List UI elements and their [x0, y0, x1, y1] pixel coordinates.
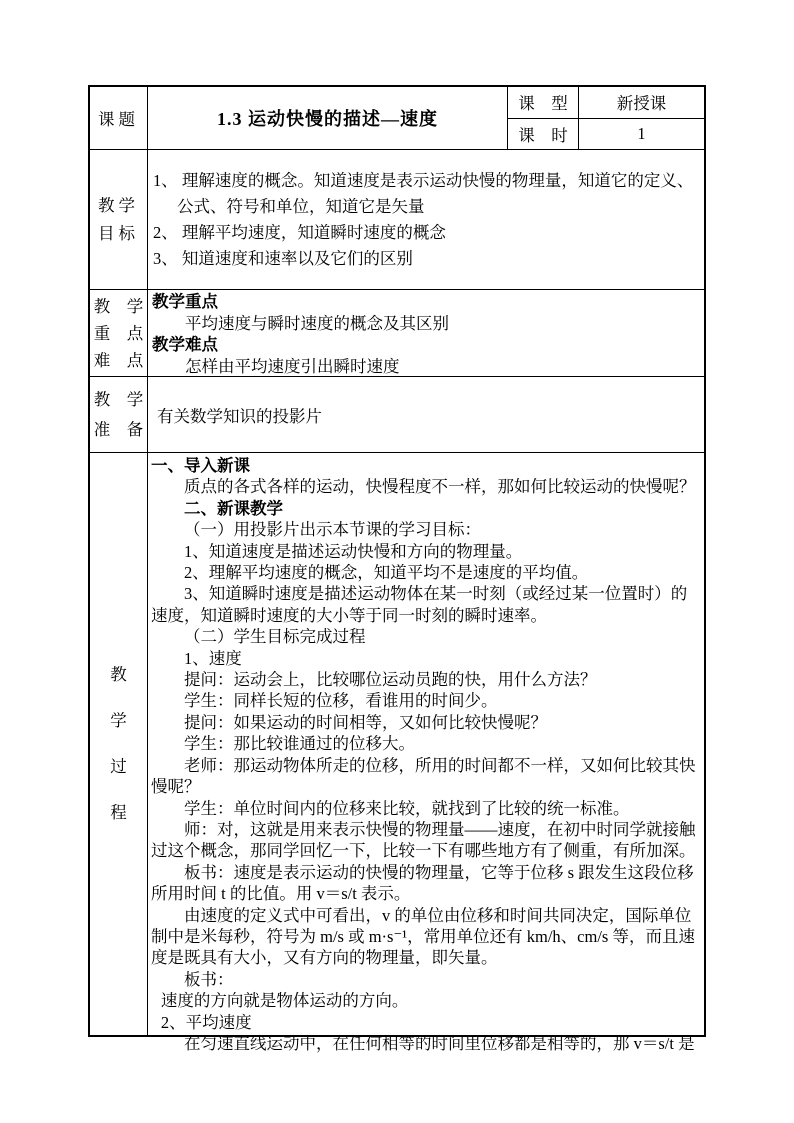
preparation-label-cell: [90, 377, 148, 452]
course-type-value: 新授课: [616, 94, 667, 114]
process-label-char: 学: [110, 711, 127, 730]
subject-label: 课题: [98, 110, 139, 129]
course-type-value-cell: [579, 87, 704, 118]
objective-item: 2、 理解平均速度，知道瞬时速度的概念: [153, 222, 446, 242]
objectives-label-line: 目标: [98, 223, 139, 243]
process-paragraph: 一、导入新课: [151, 456, 250, 475]
keypoints-label-cell: [90, 290, 148, 376]
process-paragraph: 3、知道瞬时速度是描述运动物体在某一时刻（或经过某一位置时）的速度，知道瞬时速度的大小等于同一时刻的瞬时速率。: [151, 584, 688, 625]
process-paragraph: 学生：同样长短的位移，看谁用的时间少。: [184, 691, 498, 711]
objective-item: 1、 理解速度的概念。知道速度是表示运动快慢的物理量，知道它的定义、公式、符号和单位，知道它是矢量: [153, 170, 694, 216]
process-paragraph: 速度的方向就是物体运动的方向。: [160, 991, 409, 1011]
header-right-block: [508, 87, 704, 149]
process-paragraph: 学生：那比较谁通过的位移大。: [184, 734, 415, 754]
objectives-label-line: 教学: [98, 195, 139, 215]
process-label: [90, 453, 148, 1035]
lesson-plan-table: [88, 85, 706, 1053]
preparation-content-cell: [148, 377, 704, 452]
process-label-char: 过: [110, 757, 127, 776]
process-paragraph: 1、知道速度是描述运动快慢和方向的物理量。: [184, 541, 523, 561]
process-paragraph: 老师：那运动物体所走的位移，所用的时间都不一样，又如何比较其快慢呢？: [151, 755, 696, 797]
key-focus-heading: 教学重点: [152, 292, 218, 311]
keypoints-content: [148, 290, 704, 376]
lesson-title: 1.3 运动快慢的描述—速度: [217, 109, 438, 129]
objectives-list: [148, 150, 704, 289]
keypoints-label-line: 重 点: [93, 323, 144, 343]
process-paragraph: （二）学生目标完成过程: [184, 627, 366, 647]
period-label-cell: [508, 119, 579, 150]
process-paragraph: 板书：: [184, 969, 234, 989]
keypoints-label-line: 教 学: [93, 296, 144, 316]
preparation-label-line: 教 学: [93, 389, 144, 409]
process-row: [90, 453, 704, 1053]
process-paragraph: 学生：单位时间内的位移来比较，就找到了比较的统一标准。: [184, 798, 630, 818]
process-paragraph: 质点的各式各样的运动，快慢程度不一样，那如何比较运动的快慢呢？: [184, 477, 696, 497]
process-paragraph: 1、速度: [184, 648, 242, 668]
period-label: 课 时: [518, 125, 568, 145]
process-content: [148, 453, 704, 1053]
course-type-label-cell: [508, 87, 579, 118]
period-value-cell: [579, 119, 704, 150]
process-label-char: 教: [110, 665, 127, 684]
difficulty-body: 怎样由平均速度引出瞬时速度: [185, 356, 400, 376]
lesson-title-cell: [148, 87, 508, 149]
difficulty-heading: 教学难点: [152, 335, 218, 354]
course-type-row: [508, 87, 704, 119]
process-paragraph: 在匀速直线运动中，在任何相等的时间里位移都是相等的，那 v＝s/t 是: [184, 1033, 695, 1053]
process-paragraph: 提问：如果运动的时间相等，又如何比较快慢呢？: [184, 712, 547, 732]
process-paragraph: 二、新课教学: [184, 498, 283, 518]
process-paragraph: 2、平均速度: [160, 1012, 252, 1032]
period-value: 1: [637, 123, 646, 143]
keypoints-row: [90, 290, 704, 377]
objective-item: 3、 知道速度和速率以及它们的区别: [153, 248, 413, 268]
process-paragraph: （一）用投影片出示本节课的学习目标：: [184, 520, 481, 540]
period-row: [508, 119, 704, 150]
course-type-label: 课 型: [518, 94, 568, 114]
preparation-label-line: 准 备: [93, 419, 144, 439]
objectives-label-cell: [90, 150, 148, 289]
preparation-text: 有关数学知识的投影片: [157, 406, 322, 426]
subject-label-cell: [90, 87, 148, 149]
process-label-char: 程: [110, 803, 127, 822]
objectives-row: [90, 150, 704, 290]
key-focus-body: 平均速度与瞬时速度的概念及其区别: [185, 313, 449, 333]
header-row: [90, 87, 704, 150]
process-paragraph: 提问：运动会上，比较哪位运动员跑的快，用什么方法？: [184, 670, 597, 690]
process-paragraph: 由速度的定义式中可看出，v 的单位由位移和时间共同决定，国际单位制中是米每秒，符号为 m/s 或 m·s⁻¹，常用单位还有 km/h、cm/s 等，而且速度是既具有大小，又有方向的物理量，即矢量。: [151, 905, 695, 968]
preparation-row: [90, 377, 704, 453]
process-paragraph: 2、理解平均速度的概念，知道平均不是速度的平均值。: [184, 563, 589, 583]
keypoints-label-line: 难 点: [93, 350, 144, 370]
process-paragraph: 师：对，这就是用来表示快慢的物理量——速度，在初中时同学就接触过这个概念，那同学回忆一下，比较一下有哪些地方有了侧重，有所加深。: [151, 819, 696, 861]
process-paragraph: 板书：速度是表示运动的快慢的物理量，它等于位移 s 跟发生这段位移所用时间 t 的比值。用 v＝s/t 表示。: [151, 862, 694, 904]
